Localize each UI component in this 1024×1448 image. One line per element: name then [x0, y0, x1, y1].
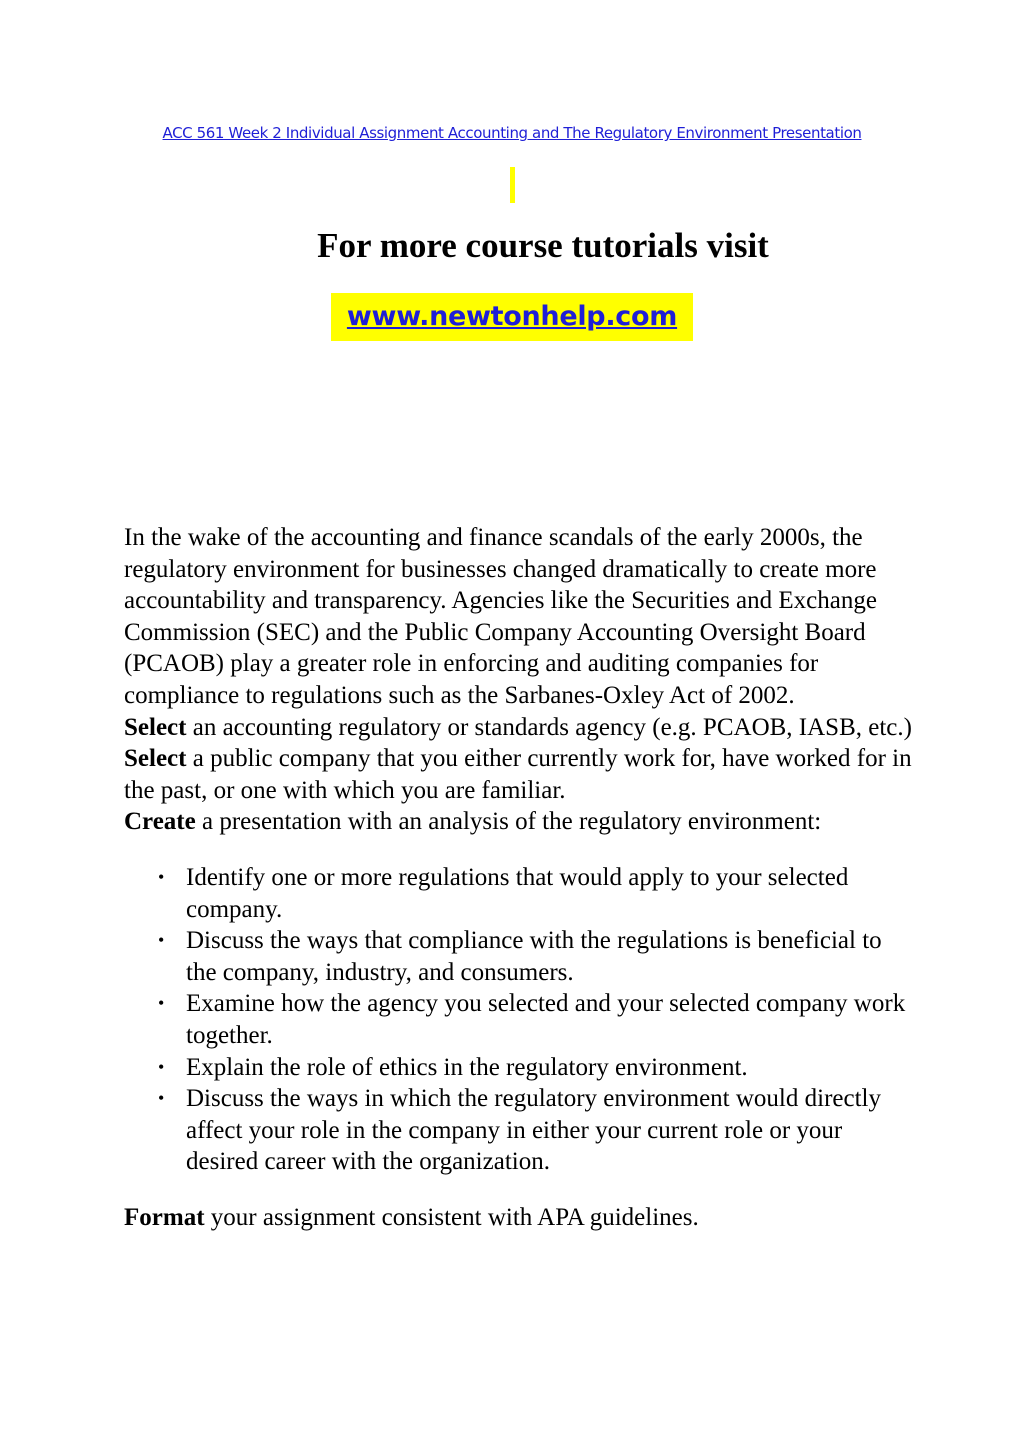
list-item [124, 988, 914, 1051]
bullet-icon: • [158, 1056, 165, 1077]
instruction-keyword: Select [124, 745, 187, 773]
instruction-text: a public company that you either currently work for, have worked for in the past, or one with which you are familiar. [124, 745, 912, 804]
requirements-list [124, 862, 914, 1178]
list-item-text: Examine how the agency you selected and your selected company work together. [186, 990, 906, 1049]
instruction-line [124, 743, 914, 806]
instruction-keyword: Create [124, 808, 196, 836]
instruction-text: a presentation with an analysis of the regulatory environment: [195, 808, 822, 836]
instruction-line [124, 712, 914, 744]
list-item-text: Discuss the ways that compliance with the regulations is beneficial to the company, industry, and consumers. [186, 927, 882, 986]
assignment-title-link[interactable]: ACC 561 Week 2 Individual Assignment Accounting and The Regulatory Environment Presentation [162, 124, 862, 142]
bullet-icon: • [158, 1088, 165, 1109]
tagline-heading: For more course tutorials visit [317, 226, 769, 265]
bullet-icon: • [158, 866, 165, 887]
bullet-icon: • [158, 930, 165, 951]
list-item-text: Explain the role of ethics in the regulatory environment. [186, 1053, 748, 1081]
assignment-body [124, 522, 914, 1233]
website-link[interactable]: www.newtonhelp.com [331, 293, 693, 341]
instruction-line [124, 806, 914, 838]
list-item [124, 1083, 914, 1178]
list-item [124, 862, 914, 925]
closing-text: your assignment consistent with APA guidelines. [204, 1203, 699, 1231]
list-item [124, 1052, 914, 1084]
intro-paragraph: In the wake of the accounting and finance scandals of the early 2000s, the regulatory environment for businesses changed dramatically to create more accountability and transparency. Agencies like the Securities and Exchange Commission (SEC) and the Public Company Accounting Oversight Board (PCAOB) play a greater role in enforcing and auditing companies for compliance to regulations such as the Sarbanes-Oxley Act of 2002. [124, 524, 877, 709]
list-item-text: Discuss the ways in which the regulatory environment would directly affect your role in the company in either your current role or your desired career with the organization. [186, 1085, 881, 1176]
text-cursor-highlight [510, 167, 515, 203]
bullet-icon: • [158, 993, 165, 1014]
closing-line [124, 1202, 914, 1234]
list-item [124, 925, 914, 988]
instruction-keyword: Select [124, 713, 187, 741]
instruction-text: an accounting regulatory or standards agency (e.g. PCAOB, IASB, etc.) [186, 713, 912, 741]
closing-keyword: Format [124, 1203, 205, 1231]
list-item-text: Identify one or more regulations that would apply to your selected company. [186, 863, 849, 923]
